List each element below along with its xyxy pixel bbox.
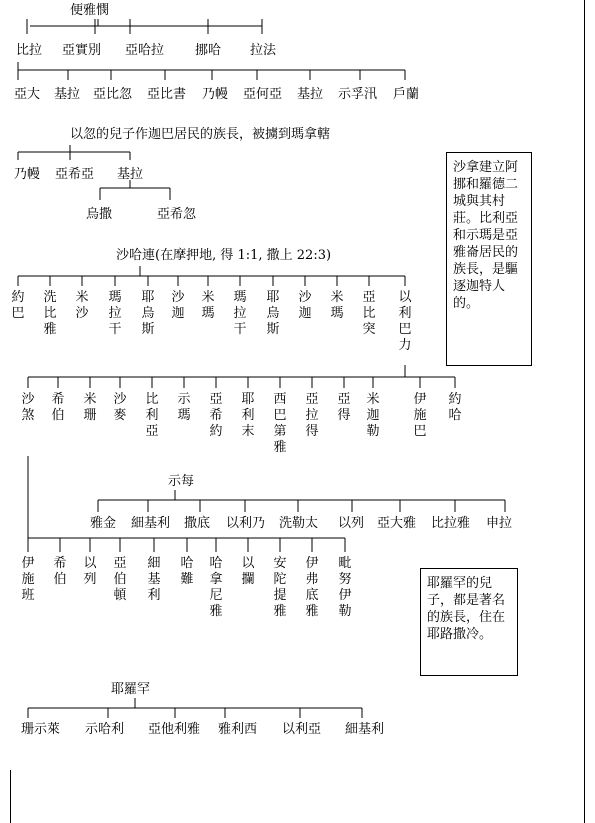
elpaal-son-1: 沙煞	[21, 392, 35, 423]
elpaal-son-6: 示瑪	[177, 392, 191, 423]
jeroham-son-1: 珊示萊	[21, 722, 61, 737]
gen2-son-4: 亞比書	[147, 87, 187, 102]
shaharaim-son-2: 洗比雅	[43, 290, 57, 337]
shimei-son-2: 細基利	[131, 516, 171, 531]
ehud-son-2: 亞希亞	[55, 167, 95, 182]
shimei-son-1: 雅金	[90, 516, 117, 531]
ehud-son-3: 基拉	[117, 167, 144, 182]
elpaal-son-9: 西巴第雅	[273, 392, 287, 455]
elpaal-son-14: 約哈	[448, 392, 462, 423]
note-jeroham: 耶羅罕的兒子，都是著名的族長，住在耶路撒冷。	[420, 568, 518, 676]
shashak-son-11: 毗努伊勒	[338, 556, 352, 619]
gen2-son-5: 乃幔	[202, 87, 229, 102]
shimei-son-6: 以列	[338, 516, 365, 531]
jeroham-son-4: 雅利西	[218, 722, 258, 737]
shashak-son-9: 安陀提雅	[273, 556, 287, 619]
benjamin-label: 便雅憫	[70, 3, 110, 18]
shashak-son-3: 以列	[83, 556, 97, 587]
shaharaim-caption: 沙哈連(在摩押地, 得 1:1, 撒上 22:3)	[116, 248, 332, 263]
shaharaim-son-7: 米瑪	[201, 290, 215, 321]
shimei-caption: 示每	[168, 474, 195, 489]
ehud-son-1: 乃幔	[14, 167, 41, 182]
gen1-son-2: 亞實別	[62, 43, 102, 58]
gen1-son-3: 亞哈拉	[125, 43, 165, 58]
gera-son-1: 烏撒	[86, 207, 113, 222]
shimei-son-4: 以利乃	[226, 516, 266, 531]
elpaal-son-2: 希伯	[51, 392, 65, 423]
gen2-son-8: 示孚汛	[338, 87, 378, 102]
shimei-son-5: 洗勒太	[279, 516, 319, 531]
elpaal-son-4: 沙麥	[113, 392, 127, 423]
shaharaim-son-6: 沙迦	[171, 290, 185, 321]
shimei-son-7: 亞大雅	[377, 516, 417, 531]
elpaal-son-13: 伊施巴	[413, 392, 427, 439]
shashak-son-7: 哈拿尼雅	[209, 556, 223, 619]
jeroham-son-5: 以利亞	[282, 722, 322, 737]
shaharaim-son-12: 亞比突	[362, 290, 376, 337]
shashak-son-1: 伊施班	[21, 556, 35, 603]
gen2-son-1: 亞大	[14, 87, 41, 102]
shashak-son-10: 伊弗底雅	[305, 556, 319, 619]
elpaal-son-3: 米珊	[83, 392, 97, 423]
gera-son-2: 亞希忽	[157, 207, 197, 222]
elpaal-son-10: 亞拉得	[305, 392, 319, 439]
shaharaim-son-8: 瑪拉干	[233, 290, 247, 337]
note-shemed: 沙拿建立阿挪和羅德二城與其村莊。比利亞和示瑪是亞雅崙居民的族長，是驅逐迦特人的。	[446, 152, 532, 366]
shaharaim-son-13: 以利巴力	[398, 290, 412, 353]
shaharaim-son-10: 沙迦	[298, 290, 312, 321]
gen1-son-5: 拉法	[250, 43, 277, 58]
elpaal-son-7: 亞希約	[209, 392, 223, 439]
shashak-son-8: 以攔	[241, 556, 255, 587]
shimei-son-3: 撒底	[184, 516, 211, 531]
shaharaim-son-5: 耶烏斯	[141, 290, 155, 337]
gen2-son-3: 亞比忽	[93, 87, 133, 102]
gen2-son-6: 亞何亞	[243, 87, 283, 102]
shaharaim-son-4: 瑪拉干	[108, 290, 122, 337]
shashak-son-6: 哈難	[180, 556, 194, 587]
gen1-son-1: 比拉	[16, 43, 43, 58]
elpaal-son-12: 米迦勒	[366, 392, 380, 439]
shashak-son-4: 亞伯頓	[113, 556, 127, 603]
shimei-son-8: 比拉雅	[431, 516, 471, 531]
jeroham-son-2: 示哈利	[85, 722, 125, 737]
elpaal-son-5: 比利亞	[145, 392, 159, 439]
shaharaim-son-1: 約巴	[11, 290, 25, 321]
shaharaim-son-9: 耶烏斯	[266, 290, 280, 337]
ehud-caption: 以忽的兒子作迦巴居民的族長，被擄到瑪拿轄	[70, 127, 331, 142]
shaharaim-son-11: 米瑪	[330, 290, 344, 321]
elpaal-son-11: 亞得	[337, 392, 351, 423]
gen1-son-4: 挪哈	[195, 43, 222, 58]
jeroham-son-3: 亞他利雅	[148, 722, 201, 737]
shimei-son-9: 申拉	[486, 516, 513, 531]
gen2-son-7: 基拉	[297, 87, 324, 102]
gen2-son-9: 戶蘭	[393, 87, 420, 102]
jeroham-son-6: 細基利	[345, 722, 385, 737]
gen2-son-2: 基拉	[54, 87, 81, 102]
shaharaim-son-3: 米沙	[75, 290, 89, 321]
shashak-son-2: 希伯	[53, 556, 67, 587]
elpaal-son-8: 耶利末	[241, 392, 255, 439]
shashak-son-5: 細基利	[147, 556, 161, 603]
jeroham-caption: 耶羅罕	[111, 682, 151, 697]
